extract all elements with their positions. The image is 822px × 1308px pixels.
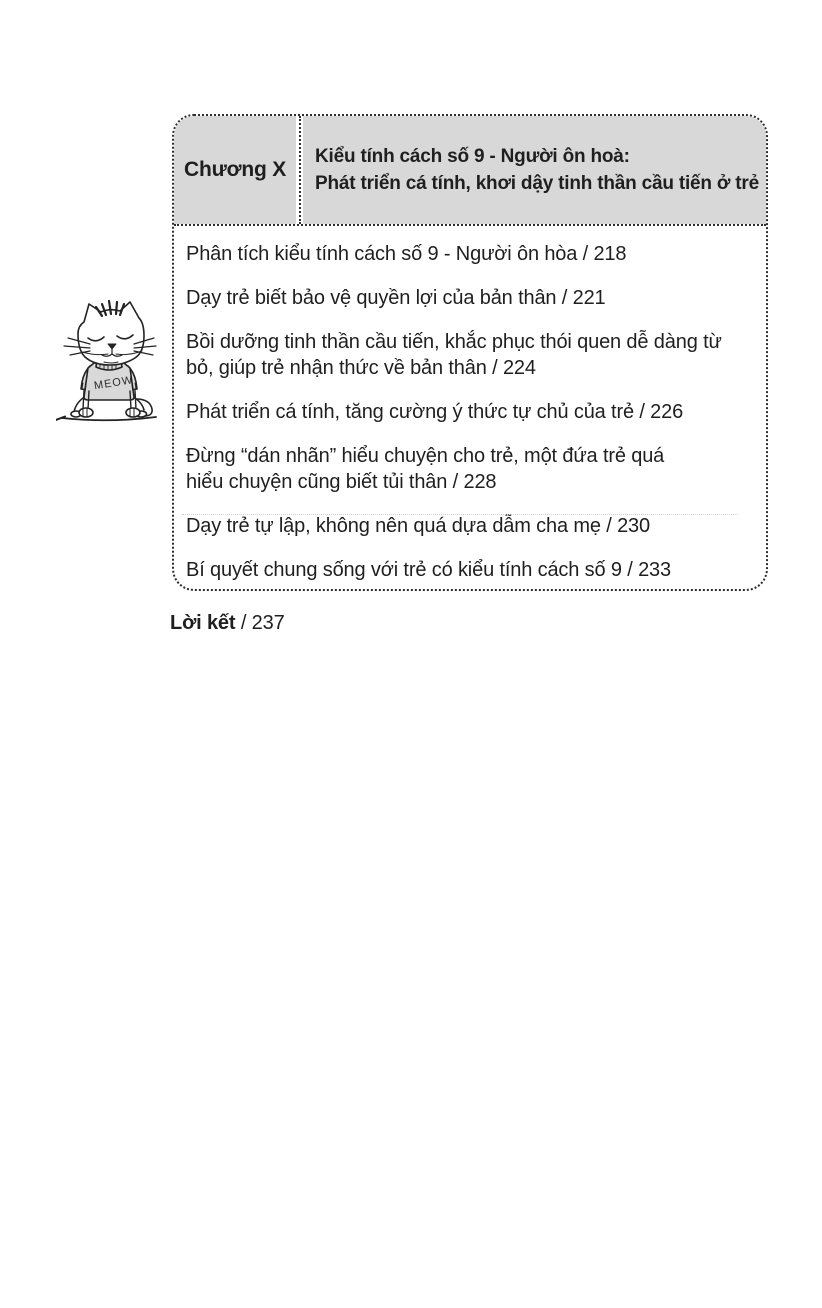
epilogue-entry (170, 612, 285, 635)
header-divider (299, 116, 301, 224)
cat-front-left-paw (79, 408, 93, 417)
toc-list (174, 226, 766, 583)
toc-item: Bí quyết chung sống với trẻ có kiểu tính cách số 9 / 233 (186, 559, 672, 581)
toc-item: Dạy trẻ biết bảo vệ quyền lợi của bản thân / 221 (186, 287, 606, 309)
meow-cat-illustration (56, 296, 160, 428)
chapter-header (174, 116, 766, 226)
toc-item: Phân tích kiểu tính cách số 9 - Người ôn hòa / 218 (186, 243, 627, 265)
faint-separator (182, 514, 738, 515)
toc-item: Dạy trẻ tự lập, không nên quá dựa dẫm cha mẹ / 230 (186, 515, 651, 537)
chapter-label: Chương X (174, 116, 296, 224)
chapter-toc-box (172, 114, 768, 591)
toc-item: Phát triển cá tính, tăng cường ý thức tự chủ của trẻ / 226 (186, 401, 684, 423)
chapter-title-line2: Phát triển cá tính, khơi dậy tinh thần cầu tiến ở trẻ (315, 173, 759, 194)
chapter-title (303, 116, 766, 224)
shirt-text: MEOW (93, 374, 135, 393)
toc-item: Bồi dưỡng tinh thần cầu tiến, khắc phục thói quen dễ dàng từ bỏ, giúp trẻ nhận thức về bản thân / 224 (186, 331, 722, 379)
epilogue-label: Lời kết (170, 612, 236, 634)
chapter-title-line1: Kiểu tính cách số 9 - Người ôn hoà: (315, 146, 630, 167)
epilogue-page: / 237 (240, 612, 285, 634)
cat-front-right-paw (126, 408, 140, 417)
cat-hair-tuft (96, 301, 124, 316)
toc-item: Đừng “dán nhãn” hiểu chuyện cho trẻ, một đứa trẻ quá hiểu chuyện cũng biết tủi thân / 228 (186, 445, 665, 493)
